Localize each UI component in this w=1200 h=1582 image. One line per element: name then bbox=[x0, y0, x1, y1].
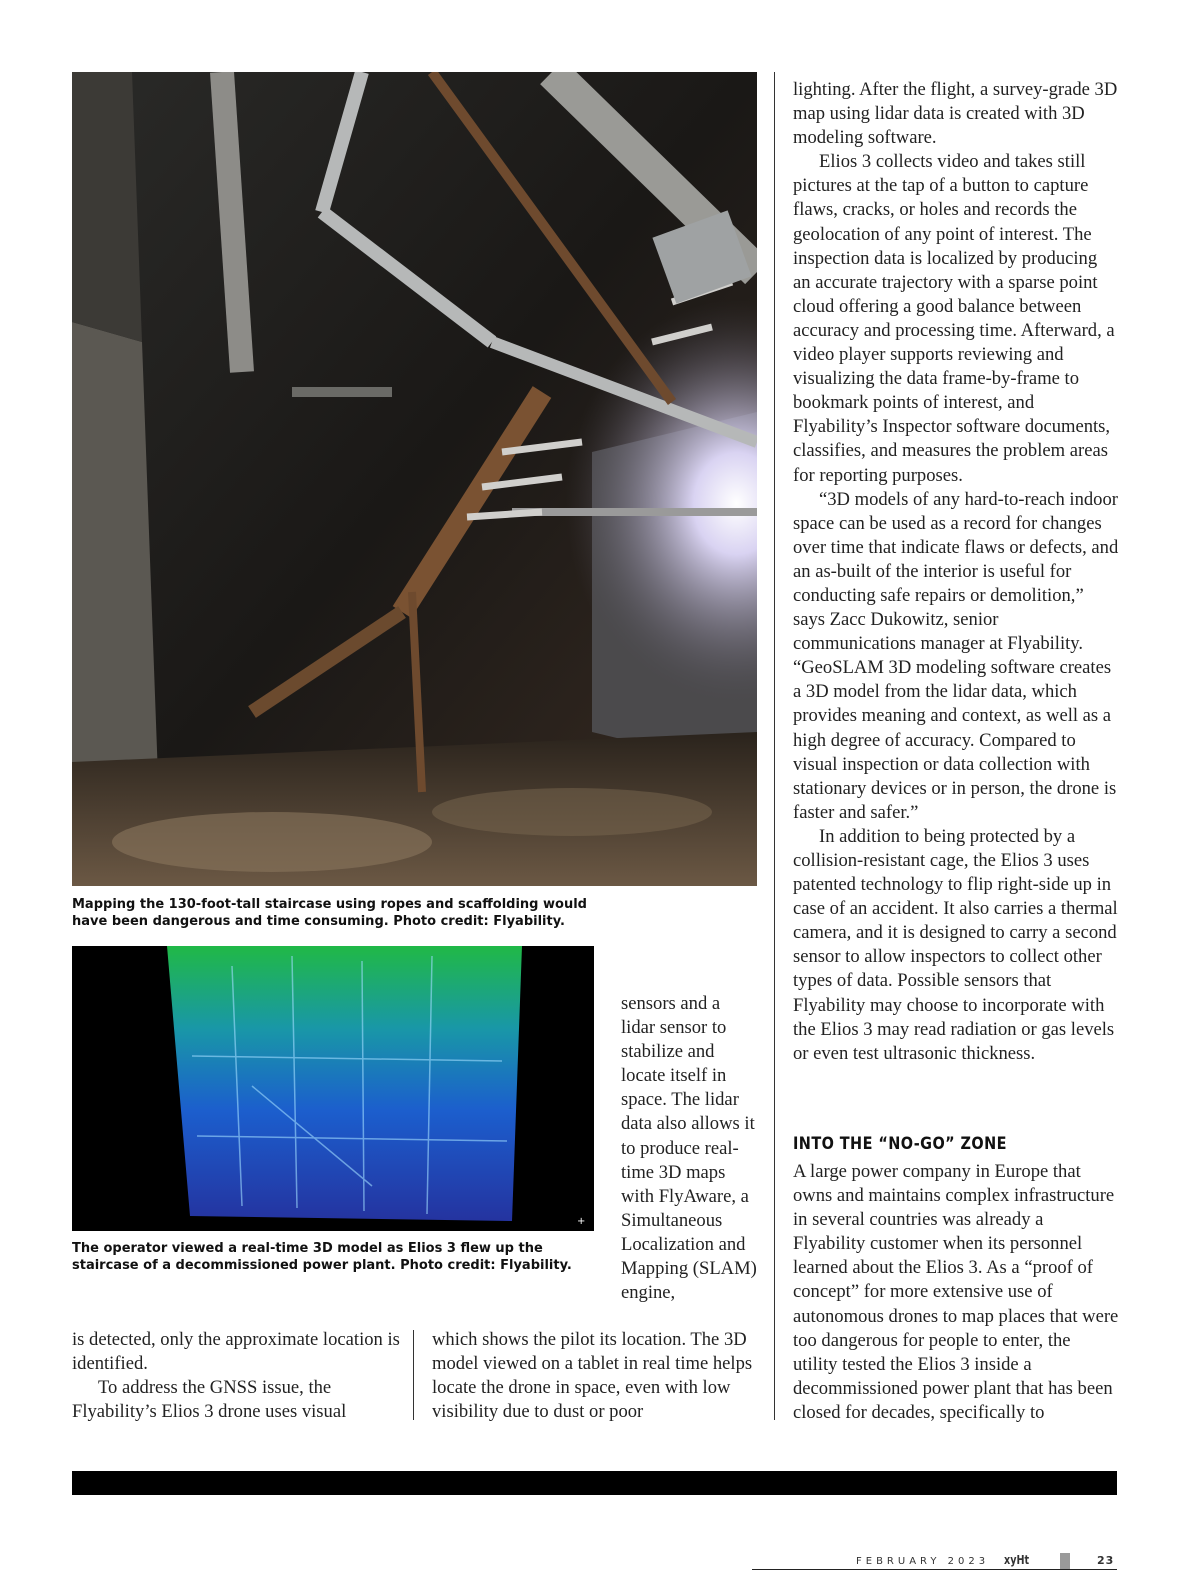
column-divider-1 bbox=[413, 1330, 414, 1420]
staircase-photo-caption: Mapping the 130-foot-tall staircase using ropes and scaffolding would have been dangerous and time consuming. Photo credit: Flyability. bbox=[72, 897, 587, 929]
svg-text:+: + bbox=[577, 1216, 586, 1227]
column-divider-2 bbox=[774, 72, 775, 1420]
footer-bar bbox=[72, 1471, 1117, 1495]
col1-paragraph-1: is detected, only the approximate location is identified. bbox=[72, 1329, 400, 1375]
lidar-model-illustration bbox=[72, 946, 594, 1231]
section-heading: INTO THE “NO-GO” ZONE bbox=[793, 1134, 1007, 1154]
col2-narrow-text bbox=[621, 992, 757, 1305]
col3-paragraph-3: “3D models of any hard-to-reach indoor space can be used as a record for changes over time that indicate flaws or defects, and an as-built of the interior is useful for conducting safe repairs or demolition,” says Zacc Dukowitz, senior communications manager at Flyability. “GeoSLAM 3D modeling software creates a 3D model from the lidar data, which provides meaning and context, as well as a high degree of accuracy. Compared to visual inspection or data collection with stationary devices or in person, the drone is faster and safer.” bbox=[793, 488, 1119, 823]
col2-paragraph: which shows the pilot its location. The 3D model viewed on a tablet in real time helps locate the drone in space, even with low visibility due to dust or poor bbox=[432, 1329, 753, 1423]
footer-brand: xyHt bbox=[1004, 1553, 1030, 1567]
col1-text bbox=[72, 1328, 404, 1424]
col3-text-lower bbox=[793, 1160, 1119, 1425]
col3-paragraph-4: In addition to being protected by a collision-resistant cage, the Elios 3 uses patented technology to flip right-side up in case of an accident. It also carries a thermal camera, and it is designed to carry a second sensor to allow inspectors to collect other types of data. Possible sensors that Flyability may choose to incorporate with the Elios 3 may read radiation or gas levels or even test ultrasonic thickness. bbox=[793, 825, 1118, 1064]
footer-page-number: 23 bbox=[1097, 1554, 1115, 1567]
col3-paragraph-1: lighting. After the flight, a survey-grade 3D map using lidar data is created with 3D modeling software. bbox=[793, 79, 1118, 149]
footer-rule bbox=[752, 1569, 1117, 1570]
footer-marker bbox=[1060, 1553, 1070, 1569]
lidar-model-caption: The operator viewed a real-time 3D model as Elios 3 flew up the staircase of a decommissioned power plant. Photo credit: Flyability. bbox=[72, 1241, 572, 1273]
lidar-model-image bbox=[72, 946, 594, 1231]
col1-paragraph-2: To address the GNSS issue, the Flyability’s Elios 3 drone uses visual bbox=[72, 1377, 347, 1423]
col3-paragraph-2: Elios 3 collects video and takes still pictures at the tap of a button to capture flaws, cracks, or holes and records the geolocation of any point of interest. The inspection data is localized by producing an accurate trajectory with a sparse point cloud offering a good balance between accuracy and processing time. Afterward, a video player supports reviewing and visualizing the data frame-by-frame to bookmark points of interest, and Flyability’s Inspector software documents, classifies, and measures the problem areas for reporting purposes. bbox=[793, 151, 1115, 486]
col3-paragraph-5: A large power company in Europe that owns and maintains complex infrastructure in several countries was already a Flyability customer when its personnel learned about the Elios 3. As a “proof of concept” for more extensive use of autonomous drones to map places that were too dangerous for people to enter, the utility tested the Elios 3 inside a decommissioned power plant that has been closed for decades, specifically to bbox=[793, 1161, 1119, 1423]
col2-narrow-paragraph: sensors and a lidar sensor to stabilize and locate itself in space. The lidar data also allows it to produce real-time 3D maps with FlyAware, a Simultaneous Localization and Mapping (SLAM) engine, bbox=[621, 993, 757, 1304]
col2-text bbox=[432, 1328, 758, 1424]
col3-text bbox=[793, 78, 1119, 1066]
staircase-photo bbox=[72, 72, 757, 886]
staircase-photo-illustration bbox=[72, 72, 757, 886]
footer-date: FEBRUARY 2023 bbox=[856, 1556, 990, 1567]
